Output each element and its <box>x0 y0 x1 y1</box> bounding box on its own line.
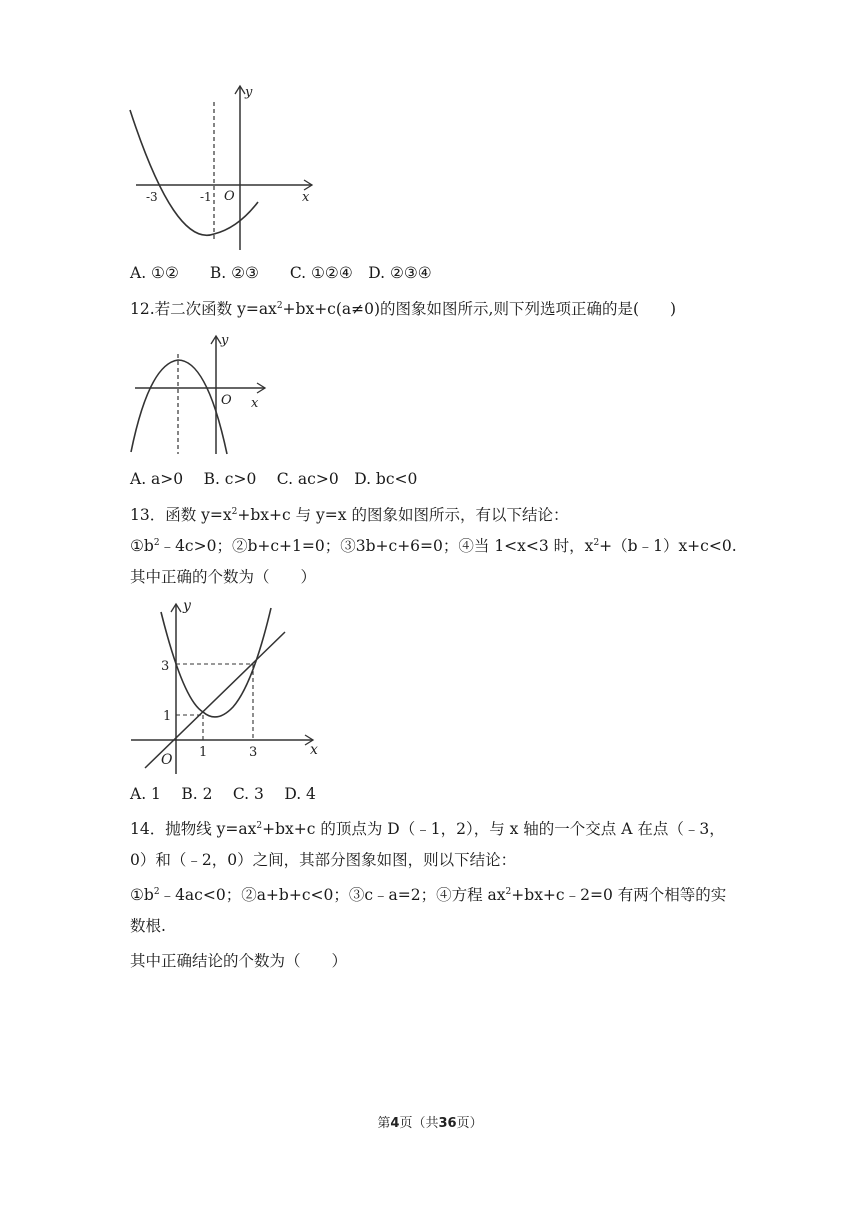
q11-y-label: y <box>245 85 253 100</box>
q13-xtick-1: 1 <box>199 745 208 760</box>
q12-stem-a: 12.若二次函数 y=ax <box>130 300 277 318</box>
q13-c1: ①b <box>130 537 154 555</box>
q13-sup: 2 <box>231 507 238 517</box>
q12-stem <box>130 298 676 320</box>
q13-conclusions <box>130 535 737 557</box>
q14-line3 <box>130 884 726 906</box>
q14-l3-sup2: 2 <box>505 887 512 897</box>
q13-stem-b: +bx+c 与 y=x 的图象如图所示，有以下结论： <box>237 506 569 524</box>
q11-tick-neg1: -1 <box>200 190 212 204</box>
q11-x-label: x <box>302 190 310 205</box>
q13-y-label: y <box>183 598 191 614</box>
q14-l4: 数根. <box>130 917 166 935</box>
q14-l3-sup: 2 <box>153 887 160 897</box>
q12-sup: 2 <box>276 301 283 311</box>
footer-page-number: 4 <box>390 1116 400 1131</box>
footer-middle: 页（共 <box>399 1116 439 1131</box>
q11-options <box>130 262 432 284</box>
q13-c1-sup2: 2 <box>593 538 600 548</box>
q12-y-label: y <box>221 333 229 348</box>
page-footer <box>0 1112 860 1131</box>
q13-question-text: 其中正确的个数为（ ） <box>130 568 317 586</box>
q14-l3c: +bx+c﹣2=0 有两个相等的实 <box>511 886 727 904</box>
q13-c1c: +（b﹣1）x+c<0. <box>599 537 737 555</box>
q14-line1 <box>130 818 725 840</box>
q12-options-text: A. a>0 B. c>0 C. ac>0 D. bc<0 <box>130 470 418 488</box>
q13-options <box>130 783 316 805</box>
q11-options-text: A. ①② B. ②③ C. ①②④ D. ②③④ <box>130 264 432 282</box>
q14-l3b: ﹣4ac<0；②a+b+c<0；③c﹣a=2；④方程 ax <box>159 886 506 904</box>
q13-x-label: x <box>310 742 318 758</box>
q13-stem-a: 13．函数 y=x <box>130 506 232 524</box>
q14-l1b: +bx+c 的顶点为 D（﹣1，2），与 x 轴的一个交点 A 在点（﹣3， <box>262 820 725 838</box>
q12-parabola-figure <box>125 330 275 458</box>
q13-c1b: ﹣4c>0；②b+c+1=0；③3b+c+6=0；④当 1<x<3 时，x <box>159 537 594 555</box>
q12-x-label: x <box>251 396 259 411</box>
q12-origin-label: O <box>221 393 232 408</box>
q13-ytick-3: 3 <box>161 659 170 674</box>
q13-xtick-3: 3 <box>249 745 258 760</box>
q13-origin-label: O <box>161 752 173 768</box>
q14-l5: 其中正确结论的个数为（ ） <box>130 952 348 970</box>
q14-line4 <box>130 915 166 937</box>
q11-origin-label: O <box>224 189 235 204</box>
q12-options <box>130 468 417 490</box>
q14-l2: 0）和（﹣2，0）之间，其部分图象如图，则以下结论： <box>130 851 517 869</box>
q14-l3a: ①b <box>130 886 154 904</box>
footer-suffix: 页） <box>456 1116 483 1131</box>
footer-total-pages: 36 <box>438 1116 457 1131</box>
q14-line2 <box>130 849 516 871</box>
q12-stem-b: +bx+c(a≠0)的图象如图所示,则下列选项正确的是( ) <box>282 300 677 318</box>
q11-parabola-figure <box>120 78 330 253</box>
q13-ytick-1: 1 <box>163 709 172 724</box>
q14-l1a: 14．抛物线 y=ax <box>130 820 257 838</box>
q14-line5 <box>130 950 347 972</box>
q13-options-text: A. 1 B. 2 C. 3 D. 4 <box>130 785 316 803</box>
footer-prefix: 第 <box>377 1116 391 1131</box>
q13-c1-sup: 2 <box>153 538 160 548</box>
q13-stem <box>130 504 568 526</box>
q11-tick-neg3: -3 <box>146 190 158 204</box>
q14-l1-sup: 2 <box>256 821 263 831</box>
q13-question <box>130 566 316 588</box>
q13-graph-figure <box>125 592 330 777</box>
